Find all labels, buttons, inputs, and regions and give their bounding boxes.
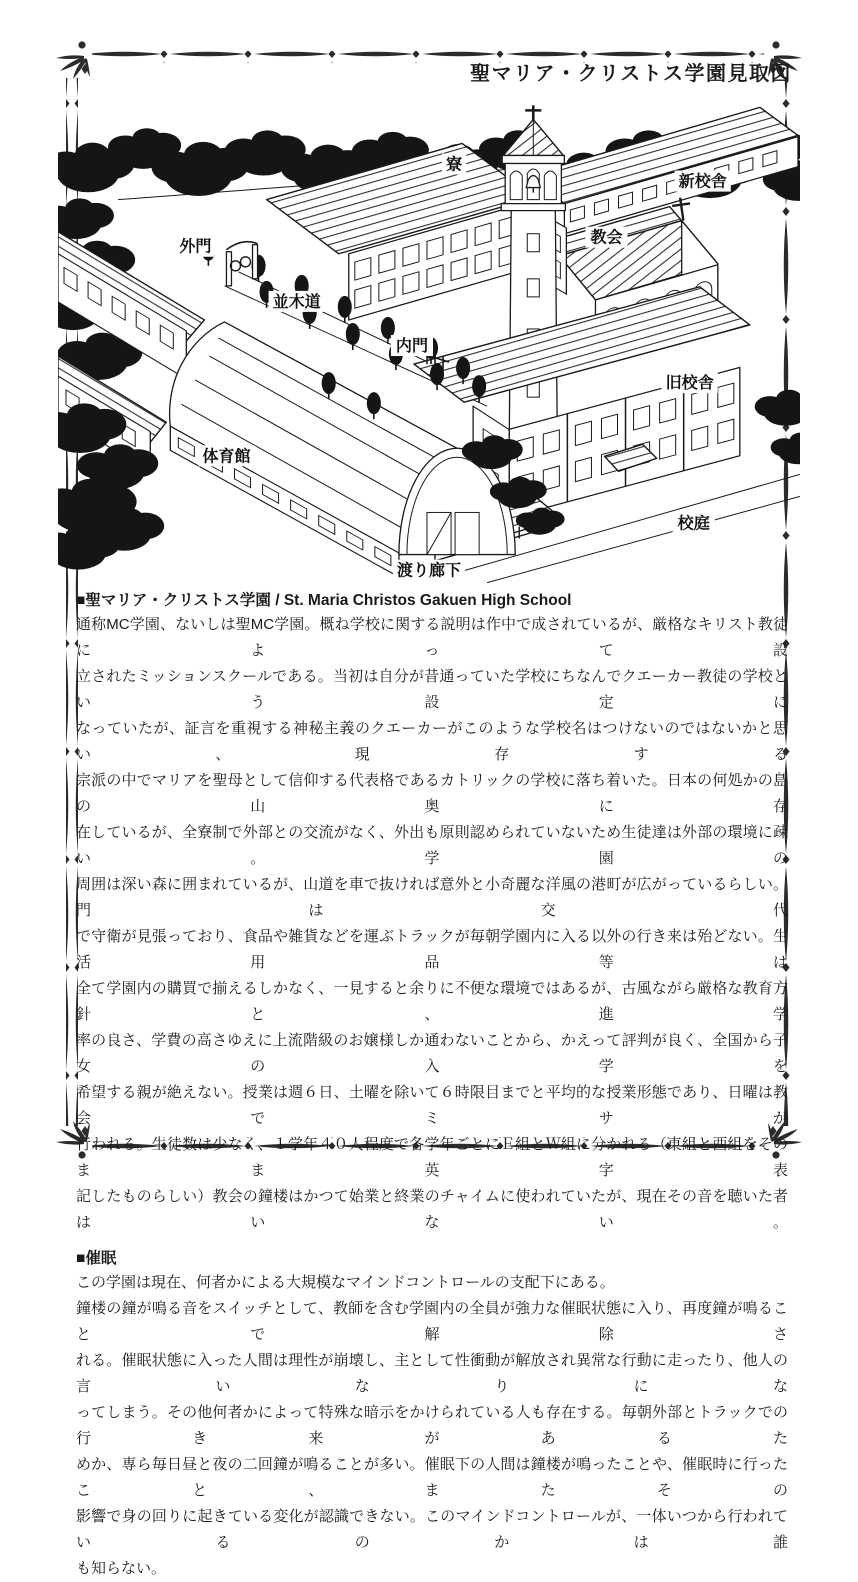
svg-text:外門: 外門: [179, 237, 212, 256]
svg-text:体育館: 体育館: [202, 447, 251, 466]
svg-text:旧校舎: 旧校舎: [665, 374, 714, 393]
svg-text:寮: 寮: [446, 155, 463, 174]
map-label-covered-walkway: [393, 560, 465, 581]
body-line: 記したものらしい）教会の鐘楼はかつて始業と終業のチャイムに使われていたが、現在その音を聴いた者はいない。: [76, 1188, 788, 1231]
body-line: 全て学園内の購買で揃えるしかなく、一見すると余りに不便な環境ではあるが、古風ながら厳格な教育方針と、進学: [76, 980, 788, 1023]
body-line: 周囲は深い森に囲まれているが、山道を車で抜ければ意外と小奇麗な洋風の港町が広がっているらしい。門は交代: [76, 876, 788, 919]
body-line: で守衛が見張っており、食品や雑貨などを運ぶトラックが毎朝学園内に入る以外の行き来は殆どない。生活用品等は: [76, 928, 788, 971]
body-line: この学園は現在、何者かによる大規模なマインドコントロールの支配下にある。: [76, 1274, 615, 1291]
svg-text:内門: 内門: [395, 337, 428, 356]
campus-map-illustration: [58, 103, 800, 585]
body-line: 通称MC学園、ないしは聖MC学園。概ね学校に関する説明は作中で成されているが、厳格なキリスト教徒によって設: [76, 616, 788, 659]
body-line: 影響で身の回りに起きている変化が認識できない。このマインドコントロールが、一体いつから行われているのかは誰: [76, 1508, 788, 1551]
map-label-schoolyard: [673, 512, 715, 533]
body-line: 行われる。生徒数は少なく、１学年４０人程度で各学年ごとにＥ組とＷ組に分かれる（東組と西組をそのまま英字表: [76, 1136, 788, 1179]
svg-text:校庭: 校庭: [677, 514, 710, 533]
svg-text:新校舎: 新校舎: [678, 172, 727, 191]
body-line: めか、専ら毎日昼と夜の二回鐘が鳴ることが多い。催眠下の人間は鐘楼が鳴ったことや、催眠時に行ったこと、またその: [76, 1456, 788, 1499]
description-text: [76, 589, 788, 1582]
corner-ornament-top-left: [56, 41, 90, 79]
map-label-gymnasium: [198, 445, 254, 466]
body-line: 立されたミッションスクールである。当初は自分が昔通っていた学校にちなんでクエーカー教徒の学校という設定に: [76, 668, 788, 711]
map-label-old-school-building: [662, 372, 718, 393]
map-label-inner-gate: [391, 335, 433, 356]
body-line: 率の良さ、学費の高さゆえに上流階級のお嬢様しか通わないことから、かえって評判が良く、全国から子女の入学を: [76, 1032, 788, 1075]
outer-gate-structure: [226, 242, 257, 286]
body-line: も知らない。: [76, 1560, 167, 1577]
body-line: ってしまう。その他何者かによって特殊な暗示をかけられている人も存在する。毎朝外部とトラックでの行き来があるた: [76, 1404, 788, 1447]
svg-text:教会: 教会: [590, 228, 623, 247]
map-label-church: [585, 227, 627, 248]
body-line: 希望する親が絶えない。授業は週６日、土曜を除いて６時限目までと平均的な授業形態であり、日曜は教会でミサが: [76, 1084, 788, 1127]
body-line: 鐘楼の鐘が鳴る音をスイッチとして、教師を含む学園内の全員が強力な催眠状態に入り、再度鐘が鳴ることで解除さ: [76, 1300, 788, 1343]
page-title: 聖マリア・クリストス学園見取図: [470, 63, 792, 85]
map-label-dormitory: [442, 153, 466, 174]
map-label-tree-lined-road: [269, 291, 325, 312]
body-line: れる。催眠状態に入った人間は理性が崩壊し、主として性衝動が解放され異常な行動に走ったり、他人の言いなりにな: [76, 1352, 788, 1395]
map-label-new-school-building: [675, 171, 731, 192]
svg-text:渡り廊下: 渡り廊下: [396, 561, 462, 580]
body-line: 宗派の中でマリアを聖母として信仰する代表格であるカトリックの学校に落ち着いた。日本の何処かの島の山奥に存: [76, 772, 788, 815]
svg-text:並木道: 並木道: [272, 292, 321, 311]
body-line: 在しているが、全寮制で外部との交流がなく、外出も原則認められていないため生徒達は外部の環境に疎い。学園の: [76, 824, 788, 867]
section-heading-school: ■聖マリア・クリストス学園 / St. Maria Christos Gakuen High School: [76, 592, 572, 609]
section-heading-hypnosis: ■催眠: [76, 1250, 117, 1267]
body-line: なっていたが、証言を重視する神秘主義のクエーカーがこのような学校名はつけないのではないかと思い、現存する: [76, 720, 788, 763]
map-label-outer-gate: [174, 236, 216, 257]
